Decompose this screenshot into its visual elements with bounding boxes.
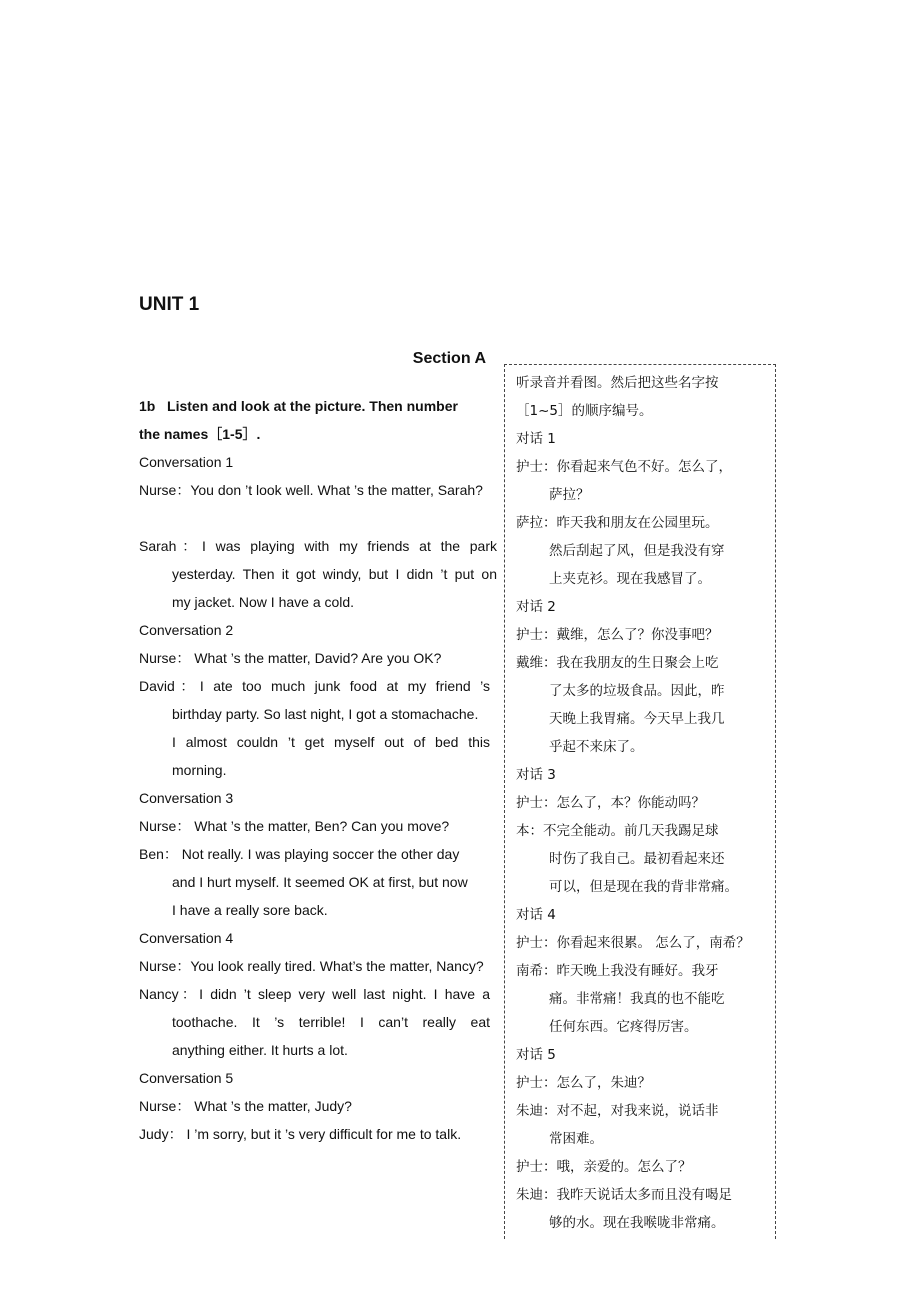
zh-instruction-line: ［1~5］的顺序编号。 (516, 403, 653, 419)
zh-c3-ben-line: 本：不完全能动。前几天我踢足球 (516, 823, 719, 839)
zh-c1-sarah-line: 萨拉：昨天我和朋友在公园里玩。 (516, 515, 719, 531)
section-title: Section A (412, 350, 486, 367)
zh-c1-sarah-line: 然后刮起了风，但是我没有穿 (549, 543, 725, 559)
zh-c5-nurse-line-2: 护士：哦，亲爱的。怎么了？ (516, 1159, 692, 1175)
c4-nancy-line: toothache. It ’s terrible! I can’t really eat (172, 1014, 490, 1030)
c5-nurse-line: Nurse： What ’s the matter, Judy? (139, 1098, 352, 1114)
c2-david-line: David：I ate too much junk food at my friend ’s (139, 678, 490, 694)
zh-c1-nurse-line: 护士：你看起来气色不好。怎么了， (516, 459, 732, 475)
c1-sarah-line: my jacket. Now I have a cold. (172, 594, 355, 610)
exercise-instruction-cont: the names［1-5］. (139, 426, 261, 442)
conversation-3-heading: Conversation 3 (139, 790, 234, 806)
zh-c4-nancy-line: 任何东西。它疼得厉害。 (549, 1019, 698, 1035)
zh-c2-david-line: 乎起不来床了。 (549, 739, 644, 755)
spacer (139, 504, 497, 532)
c1-nurse-line: Nurse：You don ’t look well. What ’s the matter, Sarah? (139, 482, 483, 498)
chinese-translation (516, 369, 774, 1237)
c1-sarah-line: yesterday. Then it got windy, but I didn ’t put on (172, 566, 497, 582)
zh-c3-nurse-line: 护士：怎么了，本？你能动吗？ (516, 795, 705, 811)
c4-nancy-line: anything either. It hurts a lot. (172, 1042, 348, 1058)
c4-nurse-line: Nurse：You look really tired. What’s the matter, Nancy? (139, 958, 484, 974)
unit-title: UNIT 1 (139, 294, 200, 315)
zh-c4-nancy-line: 痛。非常痛！我真的也不能吃 (549, 991, 725, 1007)
zh-c2-david-line: 了太多的垃圾食品。因此，昨 (549, 683, 725, 699)
c2-nurse-line: Nurse： What ’s the matter, David? Are you OK? (139, 650, 442, 666)
zh-c2-david-line: 戴维：我在我朋友的生日聚会上吃 (516, 655, 719, 671)
exercise-label: 1b (139, 398, 156, 414)
zh-conversation-2-heading: 对话 2 (516, 599, 556, 615)
zh-c1-sarah-line: 上夹克衫。现在我感冒了。 (549, 571, 711, 587)
c2-david-line: I almost couldn ’t get myself out of bed this (172, 734, 490, 750)
zh-c5-nurse-line: 护士：怎么了，朱迪？ (516, 1075, 651, 1091)
zh-c1-nurse-line: 萨拉？ (549, 487, 590, 503)
conversation-4-heading: Conversation 4 (139, 930, 234, 946)
c5-judy-line: Judy： I ’m sorry, but it ’s very difficult for me to talk. (139, 1126, 462, 1142)
c3-nurse-line: Nurse： What ’s the matter, Ben? Can you move? (139, 818, 450, 834)
zh-c3-ben-line: 时伤了我自己。最初看起来还 (549, 851, 725, 867)
c3-ben-line: Ben： Not really. I was playing soccer the other day (139, 846, 460, 862)
c3-ben-line: I have a really sore back. (172, 902, 328, 918)
zh-c4-nurse-line: 护士：你看起来很累。 怎么了，南希？ (516, 935, 750, 951)
c2-david-line: morning. (172, 762, 227, 778)
zh-c5-judy-line: 朱迪：我昨天说话太多而且没有喝足 (516, 1187, 732, 1203)
zh-c3-ben-line: 可以，但是现在我的背非常痛。 (549, 879, 738, 895)
zh-instruction-line: 听录音并看图。然后把这些名字按 (516, 375, 719, 391)
conversation-5-heading: Conversation 5 (139, 1070, 234, 1086)
c3-ben-line: and I hurt myself. It seemed OK at first, but now (172, 874, 468, 890)
c4-nancy-line: Nancy：I didn ’t sleep very well last night. I have a (139, 986, 490, 1002)
conversation-2-heading: Conversation 2 (139, 622, 234, 638)
zh-c4-nancy-line: 南希：昨天晚上我没有睡好。我牙 (516, 963, 719, 979)
zh-c2-nurse-line: 护士：戴维，怎么了？你没事吧？ (516, 627, 719, 643)
zh-conversation-5-heading: 对话 5 (516, 1047, 556, 1063)
c2-david-line: birthday party. So last night, I got a stomachache. (172, 706, 479, 722)
zh-conversation-4-heading: 对话 4 (516, 907, 556, 923)
zh-c5-judy-line: 够的水。现在我喉咙非常痛。 (549, 1215, 725, 1231)
conversation-1-heading: Conversation 1 (139, 454, 234, 470)
zh-c5-judy-line: 朱迪：对不起，对我来说，说话非 (516, 1103, 719, 1119)
zh-c5-judy-line: 常困难。 (549, 1131, 603, 1147)
zh-conversation-3-heading: 对话 3 (516, 767, 556, 783)
zh-conversation-1-heading: 对话 1 (516, 431, 556, 447)
exercise-instruction: 1b Listen and look at the picture. Then number (139, 398, 458, 414)
english-transcript (139, 392, 497, 1148)
c1-sarah-line: Sarah：I was playing with my friends at the park (139, 538, 497, 554)
zh-c2-david-line: 天晚上我胃痛。今天早上我几 (549, 711, 725, 727)
